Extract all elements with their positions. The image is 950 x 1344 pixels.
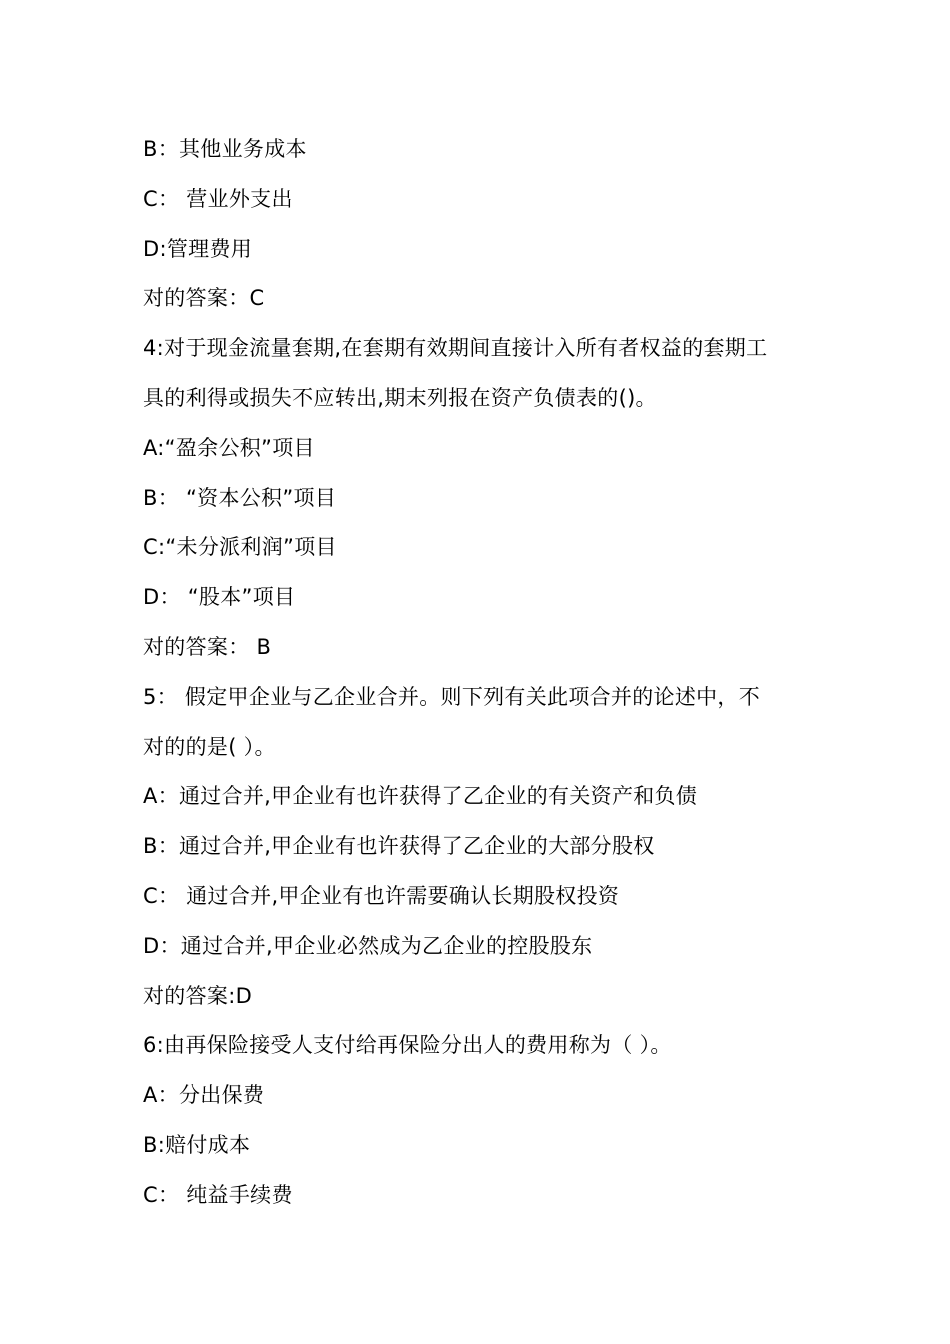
q6-option-b: B:赔付成本 [143,1132,251,1157]
question-5-line-2: 对的的是( ）。 [143,734,276,759]
q5-answer: 对的答案:D [143,983,253,1008]
q5-option-d: D：通过合并,甲企业必然成为乙企业的控股股东 [143,933,593,958]
option-c-line: C： 营业外支出 [143,186,293,211]
q4-option-a: A:“盈余公积”项目 [143,435,315,460]
q4-option-d: D： “股本”项目 [143,585,296,610]
option-b-line: B：其他业务成本 [143,137,307,161]
document-body [143,125,823,1221]
option-d-line: D:管理费用 [143,236,253,261]
q6-option-a: A：分出保费 [143,1083,265,1108]
q4-answer: 对的答案： B [143,634,272,659]
question-5-line-1: 5： 假定甲企业与乙企业合并。则下列有关此项合并的论述中，不 [143,684,761,709]
question-4-line-1: 4:对于现金流量套期,在套期有效期间直接计入所有者权益的套期工 [143,336,768,361]
question-6-line-1: 6:由再保险接受人支付给再保险分出人的费用称为（ ）。 [143,1033,672,1058]
q5-option-c: C： 通过合并,甲企业有也许需要确认长期股权投资 [143,883,620,908]
q5-option-a: A：通过合并,甲企业有也许获得了乙企业的有关资产和负债 [143,784,698,809]
q6-option-c: C： 纯益手续费 [143,1182,293,1207]
q5-option-b: B：通过合并,甲企业有也许获得了乙企业的大部分股权 [143,834,655,859]
question-4-line-2: 具的利得或损失不应转出,期末列报在资产负债表的()。 [143,385,657,410]
q4-option-b: B： “资本公积”项目 [143,485,337,510]
q4-option-c: C:“未分派利润”项目 [143,535,337,560]
answer-line: 对的答案：C [143,286,265,311]
